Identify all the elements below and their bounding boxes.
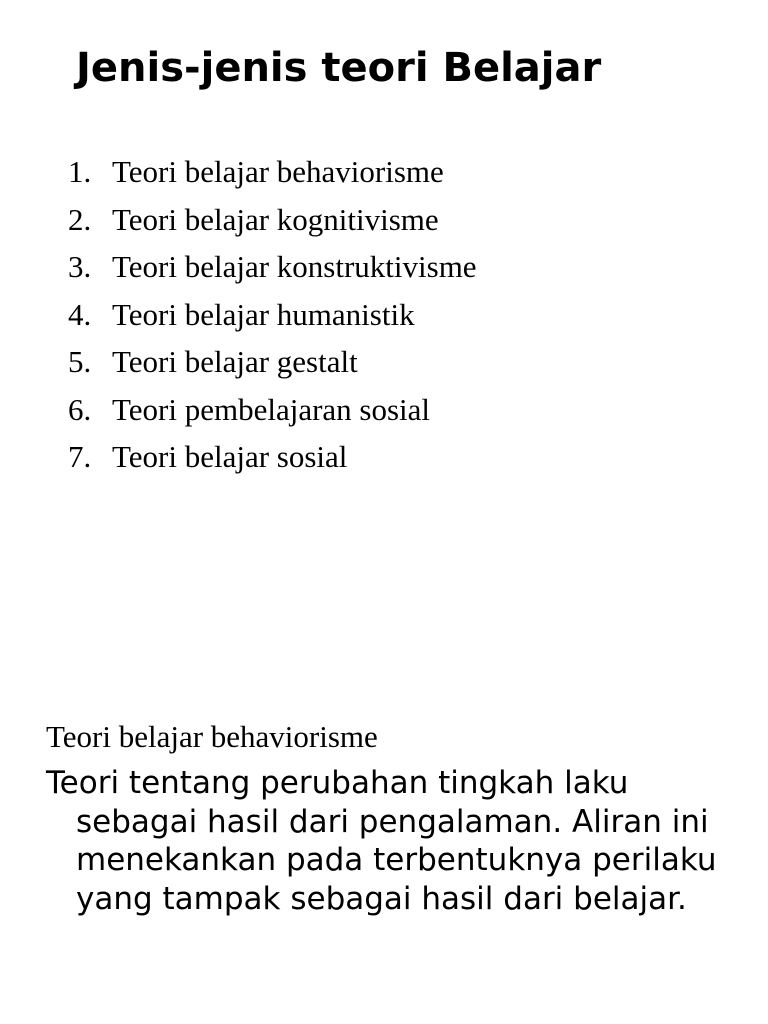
list-item-label: Teori belajar sosial <box>112 439 348 474</box>
list-item <box>68 148 477 196</box>
section-subtitle: Teori belajar behaviorisme <box>46 719 378 754</box>
list-item <box>68 386 477 434</box>
list-item-number: 1. <box>68 154 92 189</box>
topic-list <box>68 148 477 481</box>
list-item-label: Teori belajar behaviorisme <box>112 154 444 189</box>
list-item-label: Teori pembelajaran sosial <box>112 391 431 427</box>
list-item-label: Teori belajar konstruktivisme <box>112 249 477 284</box>
list-item-label: Teori belajar gestalt <box>112 344 358 379</box>
list-item-number: 3. <box>68 249 92 284</box>
list-item <box>68 196 477 244</box>
list-item-number: 5. <box>68 344 92 379</box>
list-item <box>68 291 477 339</box>
list-item <box>68 433 477 481</box>
list-item-label: Teori belajar kognitivisme <box>112 201 439 237</box>
list-item-number: 7. <box>68 439 92 474</box>
list-item <box>68 338 477 386</box>
list-item-label: Teori belajar humanistik <box>112 296 415 332</box>
list-item-number: 2. <box>68 201 92 237</box>
list-item <box>68 243 477 291</box>
list-item-number: 4. <box>68 296 92 332</box>
section-body-text: Teori tentang perubahan tingkah laku sebagai hasil dari pengalaman. Aliran ini menekankan pada terbentuknya perilaku yang tampak sebagai hasil dari belajar. <box>46 765 717 917</box>
list-item-number: 6. <box>68 391 92 427</box>
page-title: Jenis-jenis teori Belajar <box>76 45 602 91</box>
